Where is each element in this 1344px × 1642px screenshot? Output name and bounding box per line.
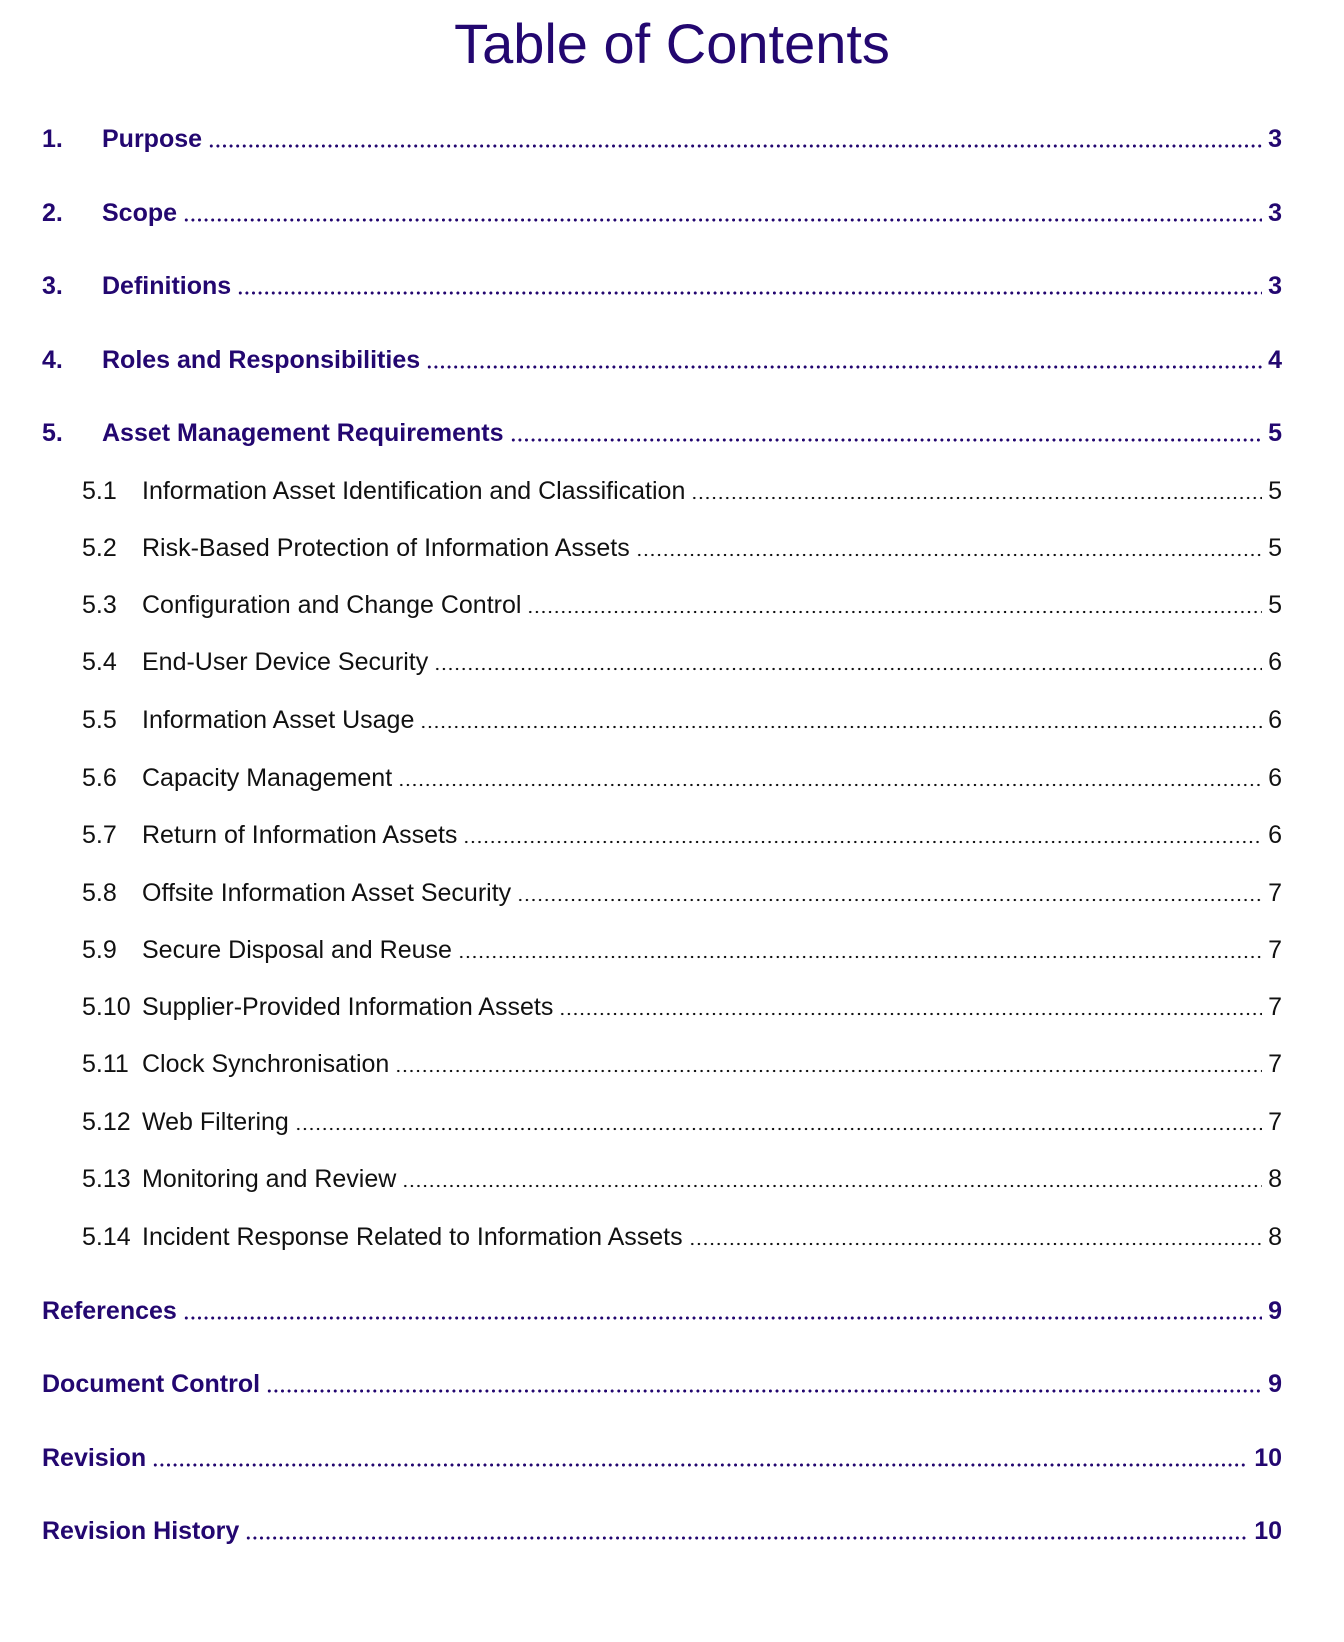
toc-entry-label: Document Control (42, 1370, 261, 1398)
toc-entry-number: 5.11 (82, 1050, 129, 1078)
toc-entry-page: 6 (1268, 764, 1282, 792)
toc-entry-page: 7 (1268, 993, 1282, 1021)
toc-entry-page: 5 (1268, 419, 1282, 447)
dot-leader (402, 1184, 1262, 1188)
toc-subentry-5-10[interactable] (82, 986, 1282, 1022)
dot-leader (183, 1316, 1262, 1320)
toc-subentry-5-9[interactable] (82, 929, 1282, 965)
toc-entry-roles[interactable] (42, 339, 1282, 375)
toc-entry-label: Risk-Based Protection of Information Assets (142, 534, 630, 562)
toc-entry-number: 5.10 (82, 993, 131, 1021)
page-title: Table of Contents (454, 12, 890, 75)
toc-entry-number: 5.1 (82, 477, 117, 505)
toc-entry-page: 9 (1268, 1297, 1282, 1325)
toc-entry-label: Clock Synchronisation (142, 1050, 390, 1078)
toc-entry-page: 7 (1268, 936, 1282, 964)
dot-leader (559, 1012, 1262, 1016)
toc-entry-number: 2. (42, 199, 63, 227)
toc-entry-label: Supplier-Provided Information Assets (142, 993, 554, 1021)
dot-leader (426, 365, 1262, 369)
toc-entry-number: 5.7 (82, 821, 117, 849)
toc-subentry-5-1[interactable] (82, 470, 1282, 506)
toc-entry-number: 5.5 (82, 706, 117, 734)
dot-leader (527, 610, 1262, 614)
toc-subentry-5-6[interactable] (82, 757, 1282, 793)
dot-leader (689, 1242, 1263, 1246)
dot-leader (237, 291, 1262, 295)
toc-entry-label: Offsite Information Asset Security (142, 879, 512, 907)
toc-entry-page: 9 (1268, 1370, 1282, 1398)
toc-entry-label: Revision (42, 1444, 147, 1472)
toc-entry-purpose[interactable] (42, 118, 1282, 154)
toc-entry-label: End-User Device Security (142, 648, 429, 676)
toc-subentry-5-5[interactable] (82, 699, 1282, 735)
toc-entry-number: 5.14 (82, 1223, 131, 1251)
toc-entry-label: Configuration and Change Control (142, 591, 522, 619)
dot-leader (691, 496, 1262, 500)
toc-entry-number: 5.4 (82, 648, 117, 676)
toc-entry-page: 4 (1268, 346, 1282, 374)
toc-entry-number: 5.8 (82, 879, 117, 907)
dot-leader (266, 1389, 1262, 1393)
toc-entry-number: 5.9 (82, 936, 117, 964)
toc-entry-label: Incident Response Related to Information Assets (142, 1223, 683, 1251)
toc-entry-label: Web Filtering (142, 1108, 289, 1136)
dot-leader (395, 1069, 1262, 1073)
toc-entry-label: Information Asset Usage (142, 706, 415, 734)
toc-entry-page: 7 (1268, 1108, 1282, 1136)
toc-entry-label: References (42, 1297, 177, 1325)
toc-subentry-5-14[interactable] (82, 1216, 1282, 1252)
dot-leader (517, 898, 1262, 902)
dot-leader (463, 840, 1262, 844)
dot-leader (152, 1463, 1248, 1467)
dot-leader (636, 553, 1262, 557)
toc-entry-label: Capacity Management (142, 764, 393, 792)
toc-entry-page: 8 (1268, 1223, 1282, 1251)
dot-leader (208, 144, 1262, 148)
toc-entry-definitions[interactable] (42, 265, 1282, 301)
toc-entry-page: 5 (1268, 477, 1282, 505)
toc-entry-references[interactable] (42, 1290, 1282, 1326)
toc-entry-page: 8 (1268, 1165, 1282, 1193)
toc-entry-page: 3 (1268, 125, 1282, 153)
toc-entry-label: Revision History (42, 1517, 240, 1545)
toc-entry-revision-history[interactable] (42, 1510, 1282, 1546)
toc-entry-number: 5. (42, 419, 63, 447)
toc-subentry-5-7[interactable] (82, 814, 1282, 850)
dot-leader (183, 218, 1262, 222)
toc-entry-page: 5 (1268, 591, 1282, 619)
toc-entry-number: 3. (42, 272, 63, 300)
toc-subentry-5-13[interactable] (82, 1158, 1282, 1194)
toc-entry-number: 5.12 (82, 1108, 131, 1136)
toc-subentry-5-4[interactable] (82, 641, 1282, 677)
toc-subentry-5-2[interactable] (82, 527, 1282, 563)
toc-entry-label: Scope (102, 199, 178, 227)
toc-entry-page: 7 (1268, 879, 1282, 907)
toc-entry-document-control[interactable] (42, 1363, 1282, 1399)
toc-entry-label: Definitions (102, 272, 232, 300)
toc-entry-page: 10 (1254, 1517, 1282, 1545)
toc-entry-number: 5.3 (82, 591, 117, 619)
toc-entry-asset-management[interactable] (42, 412, 1282, 448)
toc-entry-label: Asset Management Requirements (102, 419, 504, 447)
toc-entry-number: 4. (42, 346, 63, 374)
dot-leader (510, 438, 1263, 442)
toc-entry-page: 6 (1268, 706, 1282, 734)
toc-entry-number: 1. (42, 125, 63, 153)
toc-entry-page: 10 (1254, 1444, 1282, 1472)
dot-leader (420, 725, 1262, 729)
toc-entry-page: 6 (1268, 648, 1282, 676)
toc-entry-label: Return of Information Assets (142, 821, 458, 849)
toc-entry-revision[interactable] (42, 1437, 1282, 1473)
toc-subentry-5-12[interactable] (82, 1101, 1282, 1137)
toc-entry-number: 5.2 (82, 534, 117, 562)
toc-entry-page: 6 (1268, 821, 1282, 849)
dot-leader (434, 667, 1262, 671)
toc-entry-label: Roles and Responsibilities (102, 346, 421, 374)
dot-leader (458, 955, 1262, 959)
toc-entry-page: 7 (1268, 1050, 1282, 1078)
toc-entry-label: Monitoring and Review (142, 1165, 397, 1193)
toc-entry-scope[interactable] (42, 192, 1282, 228)
toc-entry-page: 3 (1268, 272, 1282, 300)
toc-entry-number: 5.13 (82, 1165, 131, 1193)
toc-entry-number: 5.6 (82, 764, 117, 792)
toc-entry-page: 3 (1268, 199, 1282, 227)
dot-leader (398, 783, 1262, 787)
toc-entry-label: Secure Disposal and Reuse (142, 936, 452, 964)
dot-leader (295, 1127, 1262, 1131)
toc-entry-label: Purpose (102, 125, 203, 153)
toc-subentry-5-11[interactable] (82, 1043, 1282, 1079)
toc-entry-label: Information Asset Identification and Classification (142, 477, 686, 505)
toc-entry-page: 5 (1268, 534, 1282, 562)
dot-leader (245, 1536, 1248, 1540)
toc-subentry-5-8[interactable] (82, 872, 1282, 908)
toc-subentry-5-3[interactable] (82, 584, 1282, 620)
